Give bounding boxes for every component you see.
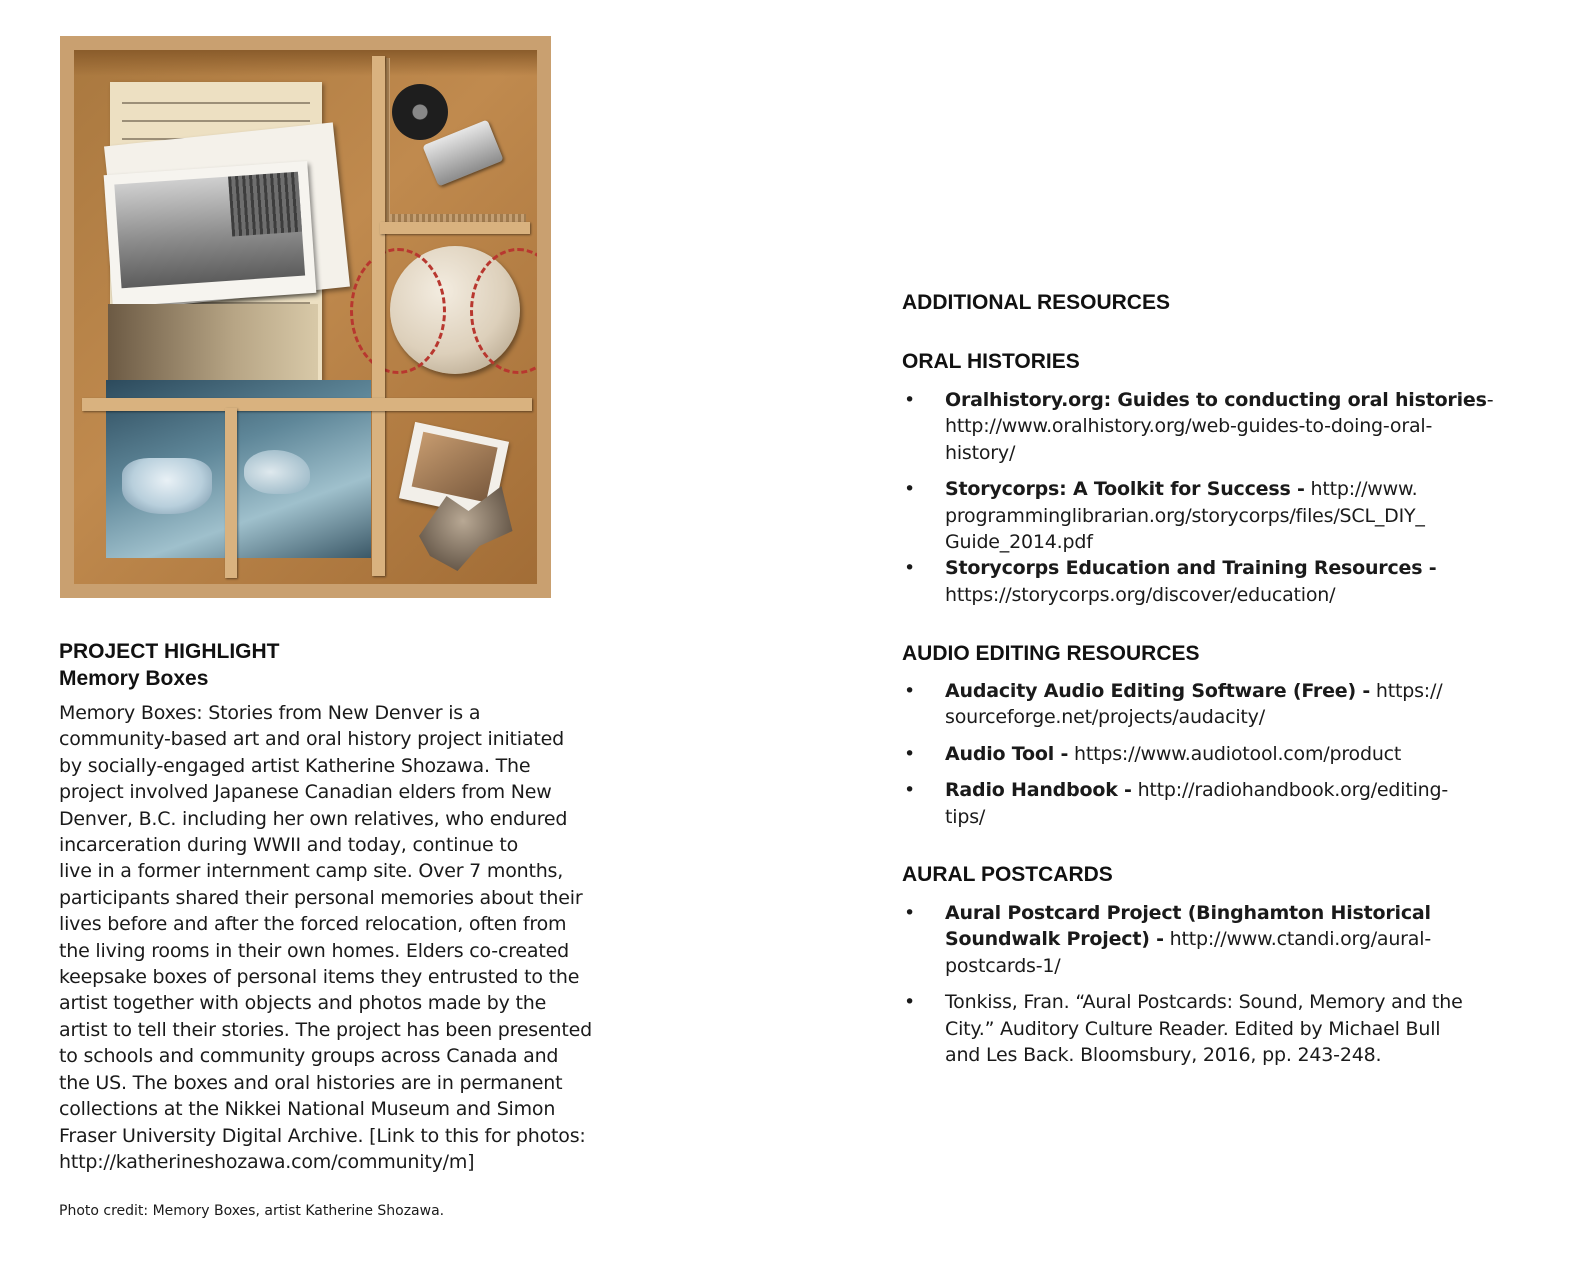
description-line: lives before and after the forced relocation, often from [59, 913, 567, 936]
aural-postcards-heading: AURAL POSTCARDS [902, 863, 1113, 886]
resource-title: Storycorps: A Toolkit for Success - [945, 478, 1305, 501]
description-line: Memory Boxes: Stories from New Denver is a [59, 702, 481, 724]
description-line: project involved Japanese Canadian elders from New [59, 781, 552, 804]
bullet: • [904, 902, 916, 924]
resource-item [902, 476, 1512, 555]
resource-item [902, 777, 1512, 830]
audio-editing-list [902, 678, 1512, 830]
project-title: Memory Boxes [59, 667, 209, 690]
resource-title: Audacity Audio Editing Software (Free) - [945, 680, 1371, 702]
resource-link-text: https:// [1370, 680, 1443, 702]
audio-editing-heading: AUDIO EDITING RESOURCES [902, 642, 1200, 665]
description-line: the US. The boxes and oral histories are in permanent [59, 1071, 563, 1094]
resource-link-text: programminglibrarian.org/storycorps/files/SCL_DIY_ [945, 504, 1425, 527]
bullet: • [904, 680, 916, 702]
resource-item [902, 989, 1512, 1068]
description-line: incarceration during WWII and today, continue to [59, 834, 518, 857]
bullet: • [904, 742, 916, 765]
resource-title: Storycorps Education and Training Resources - [945, 557, 1437, 580]
bullet: • [904, 779, 916, 802]
photo-credit: Photo credit: Memory Boxes, artist Katherine Shozawa. [59, 1203, 445, 1219]
description-line: collections at the Nikkei National Museum and Simon [59, 1098, 556, 1121]
resource-link-text: https://www.audiotool.com/product [1068, 742, 1402, 765]
bullet: • [904, 557, 916, 580]
resource-link-text: - http://www.oralhistory.org/web-guides-to-doing-oral- [945, 389, 1494, 438]
resource-link-text: http://radiohandbook.org/editing- [1131, 779, 1449, 802]
description-line: Denver, B.C. including her own relatives, who endured [59, 807, 568, 830]
description-line: http://katherineshozawa.com/community/m] [59, 1150, 475, 1173]
description-line: Fraser University Digital Archive. [Link to this for photos: [59, 1124, 586, 1147]
bullet: • [904, 991, 916, 1014]
description-line: the living rooms in their own homes. Elders co-created [59, 939, 569, 962]
resource-link-text: https://storycorps.org/discover/education/ [945, 583, 1336, 606]
project-description [59, 700, 619, 1175]
bullet: • [904, 478, 916, 501]
description-line: keepsake boxes of personal items they entrusted to the [59, 966, 580, 989]
resource-item [902, 678, 1512, 731]
resource-item [902, 900, 1512, 979]
description-line: artist to tell their stories. The project has been presented [59, 1018, 592, 1041]
resource-title: Audio Tool - [945, 742, 1069, 765]
resource-link-text: and Les Back. Bloomsbury, 2016, pp. 243-248. [945, 1044, 1382, 1067]
resource-link-text: sourceforge.net/projects/audacity/ [945, 706, 1265, 729]
wooden-frame [60, 36, 551, 598]
resource-link-text: http://www. [1304, 478, 1418, 501]
resource-link-text: postcards-1/ [945, 954, 1061, 977]
oral-histories-list [902, 387, 1512, 608]
description-line: artist together with objects and photos made by the [59, 992, 547, 1015]
aural-postcards-list [902, 900, 1512, 1068]
resource-link-text: history/ [945, 441, 1016, 464]
resource-link-text: Guide_2014.pdf [945, 531, 1093, 554]
description-line: community-based art and oral history project initiated [59, 728, 564, 751]
additional-resources-heading: ADDITIONAL RESOURCES [902, 291, 1170, 314]
bullet: • [904, 389, 916, 411]
project-highlight-label: PROJECT HIGHLIGHT [59, 640, 280, 663]
resource-link-text: http://www.ctandi.org/aural- [1163, 928, 1431, 951]
resource-item [902, 741, 1512, 767]
memory-box-photo [60, 36, 551, 598]
description-line: live in a former internment camp site. Over 7 months, [59, 860, 564, 883]
description-line: participants shared their personal memories about their [59, 886, 583, 909]
resource-link-text: tips/ [945, 805, 986, 828]
resource-link-text: City.” Auditory Culture Reader. Edited by Michael Bull [945, 1017, 1441, 1040]
resource-item [902, 387, 1512, 466]
description-line: by socially-engaged artist Katherine Shozawa. The [59, 754, 531, 777]
resource-item [902, 555, 1512, 608]
resource-title: Aural Postcard Project (Binghamton Historical Soundwalk Project) - [945, 902, 1431, 951]
oral-histories-heading: ORAL HISTORIES [902, 350, 1080, 373]
resource-title: Radio Handbook - [945, 779, 1132, 802]
description-line: to schools and community groups across Canada and [59, 1045, 559, 1068]
resource-title: Oralhistory.org: Guides to conducting oral histories [945, 389, 1487, 411]
resource-link-text: Tonkiss, Fran. “Aural Postcards: Sound, Memory and the [945, 991, 1463, 1014]
project-highlight-heading [59, 638, 280, 692]
